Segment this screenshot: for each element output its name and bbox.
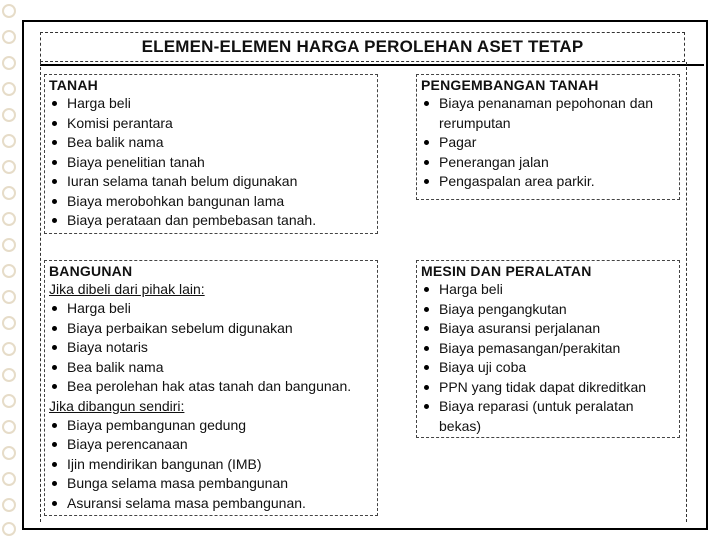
list-item: Biaya penanaman pepohonan dan rerumputan [421,94,673,133]
list-item: Harga beli [49,94,371,114]
ring-icon [2,82,16,96]
list-item: PPN yang tidak dapat dikreditkan [421,378,673,398]
list-item: Biaya merobohkan bangunan lama [49,192,371,212]
list-tanah [49,94,371,231]
ring-icon [2,30,16,44]
section-heading-bangunan: BANGUNAN [49,263,133,279]
list-item: Penerangan jalan [421,153,673,173]
list-item: Ijin mendirikan bangunan (IMB) [49,455,371,475]
ring-icon [2,238,16,252]
list-item: Biaya notaris [49,338,371,358]
section-bangunan [44,260,378,516]
section-tanah [44,74,378,234]
ring-icon [2,108,16,122]
list-item: Bea balik nama [49,358,371,378]
ring-icon [2,498,16,512]
ring-icon [2,4,16,18]
ring-icon [2,134,16,148]
section-heading-pengembangan: PENGEMBANGAN TANAH [421,77,599,93]
ring-icon [2,264,16,278]
list-item: Asuransi selama masa pembangunan. [49,494,371,514]
page-title: ELEMEN-ELEMEN HARGA PEROLEHAN ASET TETAP [141,37,584,56]
ring-icon [2,446,16,460]
binder-rings [0,0,22,540]
ring-icon [2,160,16,174]
list-item: Pagar [421,133,673,153]
section-heading-tanah: TANAH [49,77,98,93]
list-item: Iuran selama tanah belum digunakan [49,172,371,192]
ring-icon [2,316,16,330]
list-item: Bea balik nama [49,133,371,153]
list-item: Komisi perantara [49,114,371,134]
ring-icon [2,472,16,486]
ring-icon [2,420,16,434]
ring-icon [2,394,16,408]
ring-icon [2,186,16,200]
title-box [40,32,685,62]
list-item: Biaya pengangkutan [421,300,673,320]
list-bangunan-dibeli [49,299,371,397]
list-item: Biaya uji coba [421,358,673,378]
list-item: Biaya pembangunan gedung [49,416,371,436]
section-pengembangan-tanah [416,74,680,200]
document-frame [22,20,708,530]
list-mesin [421,280,673,436]
right-dashed-rule [686,62,687,522]
list-item: Biaya perataan dan pembebasan tanah. [49,211,371,231]
list-item: Pengaspalan area parkir. [421,172,673,192]
ring-icon [2,290,16,304]
ring-icon [2,522,16,536]
list-item: Biaya penelitian tanah [49,153,371,173]
list-item: Biaya asuransi perjalanan [421,319,673,339]
list-item: Harga beli [421,280,673,300]
list-bangunan-dibangun [49,416,371,514]
ring-icon [2,212,16,226]
section-mesin-peralatan [416,260,680,438]
list-item: Harga beli [49,299,371,319]
section-heading-mesin: MESIN DAN PERALATAN [421,263,592,279]
list-item: Biaya perbaikan sebelum digunakan [49,319,371,339]
left-dashed-rule [40,62,41,522]
list-pengembangan [421,94,673,192]
subheading-dibangun: Jika dibangun sendiri: [49,397,185,414]
list-item: Bea perolehan hak atas tanah dan bangunan. [49,377,371,397]
ring-icon [2,368,16,382]
subheading-dibeli: Jika dibeli dari pihak lain: [49,281,205,297]
list-item: Bunga selama masa pembangunan [49,474,371,494]
list-item: Biaya reparasi (untuk peralatan bekas) [421,397,673,436]
list-item: Biaya pemasangan/perakitan [421,339,673,359]
list-item: Biaya perencanaan [49,435,371,455]
ring-icon [2,342,16,356]
ring-icon [2,56,16,70]
top-rule [40,64,704,66]
